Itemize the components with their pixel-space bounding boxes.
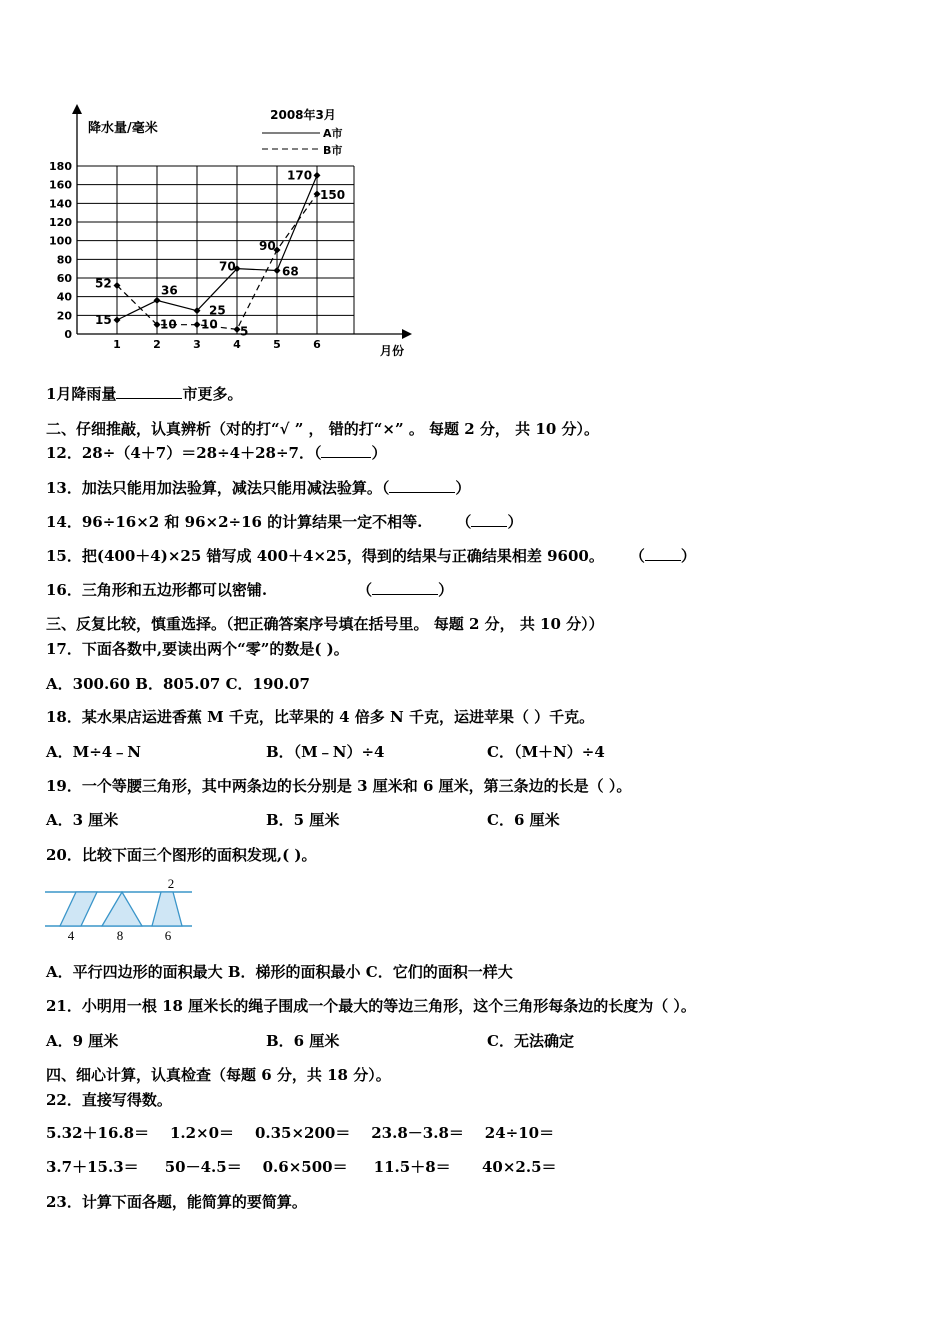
data-label: 170 — [287, 168, 313, 183]
data-point — [114, 317, 121, 324]
question-20-options[interactable]: A．平行四边形的面积最大 B．梯形的面积最小 C．它们的面积一样大 — [46, 963, 513, 981]
y-tick-label: 20 — [56, 309, 72, 323]
q18-option-c[interactable]: C．（M＋N）÷4 — [487, 743, 605, 761]
data-label: 150 — [320, 188, 346, 202]
x-axis-arrow — [402, 329, 412, 339]
y-tick-label: 120 — [49, 216, 72, 229]
data-label: 10 — [160, 317, 177, 332]
data-label: 15 — [95, 313, 112, 327]
question-15: 15．把(400＋4)×25 错写成 400＋4×25，得到的结果与正确结果相差 9600。 （ ） — [46, 547, 696, 565]
triangle-base-label: 8 — [116, 928, 124, 943]
data-label: 68 — [282, 264, 299, 279]
question-17: 17．下面各数中,要读出两个“零”的数是( )。 — [46, 640, 349, 658]
y-axis-arrow — [72, 104, 82, 114]
data-label: 52 — [95, 276, 112, 291]
area-comparison-figure — [40, 872, 200, 946]
data-label: 90 — [259, 239, 276, 253]
question-13 — [46, 478, 470, 498]
question-14: 14．96÷16×2 和 96×2÷16 的计算结果一定不相等. （ ） — [46, 513, 523, 531]
answer-blank[interactable] — [471, 512, 507, 527]
question-23: 23．计算下面各题，能简算的要简算。 — [46, 1193, 307, 1211]
section-3-heading: 三、反复比较，慎重选择。（把正确答案序号填在括号里。 每题 2 分， 共 10 分）） — [46, 615, 604, 633]
y-tick-label: 100 — [49, 234, 72, 248]
q19-option-c[interactable]: C．6 厘米 — [487, 811, 560, 829]
q19-option-b[interactable]: B．5 厘米 — [266, 811, 340, 829]
paren-close: ） — [371, 444, 387, 462]
answer-blank[interactable] — [116, 384, 182, 399]
x-tick-label: 1 — [113, 338, 121, 351]
section-4-heading: 四、细心计算，认真检查（每题 6 分，共 18 分）。 — [46, 1066, 391, 1084]
q21-option-b[interactable]: B．6 厘米 — [266, 1032, 340, 1050]
parallelogram-shape — [60, 892, 97, 926]
data-label: 25 — [209, 303, 226, 318]
question-16: 16．三角形和五边形都可以密铺. （ ） — [46, 581, 454, 599]
y-tick-label: 60 — [56, 272, 72, 285]
trapezoid-top-label: 2 — [167, 876, 175, 891]
trapezoid-base-label: 6 — [164, 928, 172, 943]
paren-close: ） — [455, 479, 471, 497]
question-13-text: 13．加法只能用加法验算，减法只能用减法验算。（ — [46, 479, 390, 497]
x-tick-label: 4 — [233, 338, 241, 351]
trapezoid-shape — [152, 892, 182, 926]
question-12 — [46, 443, 386, 463]
question-17-options[interactable]: A．300.60 B．805.07 C．190.07 — [46, 675, 310, 693]
y-tick-label: 40 — [56, 290, 72, 304]
y-tick-label: 180 — [49, 160, 72, 173]
section-2-heading: 二、仔细推敲，认真辨析（对的打“√ ” ， 错的打“×” 。 每题 2 分， 共 10 分）。 — [46, 420, 599, 438]
paren-close: ） — [438, 581, 454, 599]
data-label: 5 — [240, 324, 249, 339]
data-point — [154, 297, 161, 304]
legend-label: A市 — [323, 127, 343, 140]
question-14-text: 14．96÷16×2 和 96×2÷16 的计算结果一定不相等. — [46, 513, 423, 531]
answer-blank[interactable] — [389, 478, 455, 493]
parallelogram-base-label: 4 — [67, 928, 75, 943]
question-16-text: 16．三角形和五边形都可以密铺. — [46, 581, 268, 599]
q21-option-a[interactable]: A．9 厘米 — [46, 1032, 119, 1050]
answer-blank[interactable] — [321, 443, 371, 458]
calc-row-2: 3.7＋15.3＝ 50－4.5＝ 0.6×500＝ 11.5＋8＝ 40×2.5＝ — [46, 1158, 557, 1176]
x-tick-label: 6 — [313, 338, 321, 351]
data-point — [274, 267, 281, 274]
y-tick-label: 140 — [49, 197, 72, 211]
x-tick-label: 2 — [153, 338, 161, 351]
chart-title: 2008年3月 — [270, 108, 336, 122]
q11-text-b: 市更多。 — [182, 385, 243, 403]
calc-row-1: 5.32＋16.8＝ 1.2×0＝ 0.35×200＝ 23.8－3.8＝ 24÷10＝ — [46, 1124, 555, 1142]
x-axis-title: 月份 — [380, 344, 405, 358]
series-a-line — [117, 175, 317, 320]
q11-blank-line — [46, 384, 242, 404]
y-axis-title: 降水量/毫米 — [88, 121, 158, 136]
data-label: 10 — [201, 317, 218, 332]
x-tick-label: 5 — [273, 338, 281, 351]
paren-close: ） — [680, 547, 696, 565]
data-point — [314, 172, 321, 179]
question-21: 21．小明用一根 18 厘米长的绳子围成一个最大的等边三角形，这个三角形每条边的长度为（ ）。 — [46, 997, 696, 1015]
question-19: 19．一个等腰三角形，其中两条边的长分别是 3 厘米和 6 厘米，第三条边的长是（ ）。 — [46, 777, 632, 795]
question-15-text: 15．把(400＋4)×25 错写成 400＋4×25，得到的结果与正确结果相差 9600。 — [46, 547, 604, 565]
question-18: 18．某水果店运进香蕉 M 千克，比苹果的 4 倍多 N 千克，运进苹果（ ）千克。 — [46, 708, 595, 726]
data-label: 36 — [161, 283, 178, 298]
legend-label: B市 — [323, 144, 343, 157]
precipitation-line-chart — [40, 100, 430, 372]
y-tick-label: 160 — [49, 178, 72, 192]
answer-blank[interactable] — [372, 580, 438, 595]
y-tick-label: 0 — [64, 328, 72, 341]
q19-option-a[interactable]: A．3 厘米 — [46, 811, 119, 829]
paren-close: ） — [507, 513, 523, 531]
data-point — [194, 321, 201, 328]
question-20: 20．比较下面三个图形的面积发现,( )。 — [46, 846, 317, 864]
q11-text-a: 1月降雨量 — [46, 385, 117, 403]
q18-option-b[interactable]: B．（M﹣N）÷4 — [266, 743, 385, 761]
q21-option-c[interactable]: C．无法确定 — [487, 1032, 574, 1050]
answer-blank[interactable] — [645, 546, 681, 561]
y-tick-label: 80 — [56, 253, 72, 267]
q18-option-a[interactable]: A．M÷4﹣N — [46, 743, 141, 761]
triangle-shape — [102, 892, 142, 926]
question-22: 22．直接写得数。 — [46, 1091, 172, 1109]
data-label: 70 — [219, 259, 236, 274]
x-tick-label: 3 — [193, 338, 201, 351]
question-12-text: 12．28÷（4＋7）＝28÷4＋28÷7．（ — [46, 444, 322, 462]
